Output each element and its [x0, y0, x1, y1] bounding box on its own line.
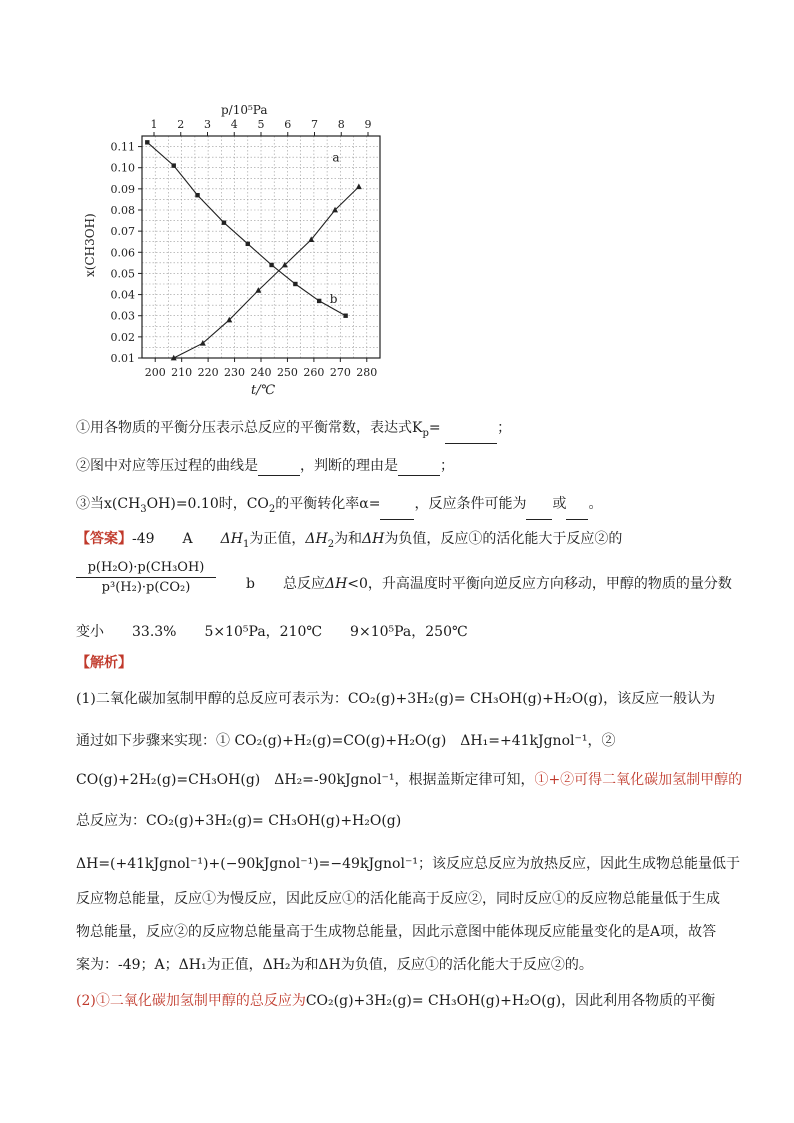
- bottom-tick-label: 220: [197, 366, 219, 379]
- top-tick-label: 3: [204, 118, 211, 131]
- top-tick-label: 2: [177, 118, 185, 131]
- kp-fraction: $\frac{\text{p(H₂O)·p(CH₃OH)}}{\text{p³(H₂)·p(CO₂)}}$: [76, 560, 216, 595]
- analysis-line-1: (1)二氧化碳加氢制甲醇的总反应可表示为：CO₂(g)+3H₂(g)= CH₃OH(g)+H₂O(g)，该反应一般认为: [76, 691, 716, 707]
- top-tick-label: 5: [257, 118, 265, 131]
- analysis-line-6: 反应物总能量，反应①为慢反应，因此反应①的活化能高于反应②，同时反应①的反应物总能量低于生成: [76, 891, 720, 907]
- plot-frame: [142, 136, 380, 358]
- data-point-a: [343, 314, 347, 318]
- bottom-tick-label: 270: [329, 366, 351, 379]
- data-point-a: [269, 263, 273, 267]
- analysis-line-5: ΔH=(+41kJgnol⁻¹)+(−90kJgnol⁻¹)=−49kJgnol⁻¹；该反应总反应为放热反应，因此生成物总能量低于: [76, 856, 740, 872]
- y-tick-label: 0.01: [110, 352, 135, 365]
- bottom-tick-label: 280: [356, 366, 378, 379]
- data-point-a: [145, 140, 149, 144]
- analysis-line-7: 物总能量，反应②的反应物总能量高于生成物总能量，因此示意图中能体现反应能量变化的是A项，故答: [76, 924, 717, 940]
- top-tick-label: 6: [284, 118, 292, 131]
- answer-blank[interactable]: [380, 503, 414, 520]
- answer-line-2: b 总反应ΔH<0，升高温度时平衡向逆反应方向移动，甲醇的物质的量分数: [246, 576, 732, 592]
- bottom-tick-label: 260: [303, 366, 325, 379]
- question-1: ①用各物质的平衡分压表示总反应的平衡常数，表达式$K_p=$ ；: [76, 418, 511, 444]
- answer-blank[interactable]: [445, 427, 497, 444]
- data-point-a: [317, 299, 321, 303]
- answer-blank[interactable]: [398, 459, 440, 476]
- answer-blank[interactable]: [258, 459, 300, 476]
- chart-grid: [142, 136, 380, 358]
- data-point-a: [172, 163, 176, 167]
- question-2: ②图中对应等压过程的曲线是 ，判断的理由是 ；: [76, 458, 454, 474]
- y-axis-label: x(CH3OH): [83, 213, 97, 277]
- y-tick-label: 0.02: [110, 330, 135, 344]
- series-line-a: [147, 142, 345, 315]
- top-tick-label: 9: [364, 118, 372, 131]
- data-point-a: [195, 193, 199, 197]
- data-point-b: [356, 184, 362, 190]
- y-tick-label: 0.05: [110, 267, 135, 281]
- question-3: ③当$x(CH_3OH)=0.10$时，$CO_2$的平衡转化率α= ，反应条件可能为 或 。: [76, 494, 602, 520]
- y-tick-label: 0.06: [110, 246, 135, 260]
- series-line-b: [174, 187, 359, 358]
- chart-series: [145, 140, 362, 360]
- bottom-tick-label: 230: [224, 366, 246, 379]
- y-tick-label: 0.08: [110, 204, 135, 217]
- bottom-tick-label: 250: [276, 366, 298, 379]
- top-tick-label: 1: [150, 118, 158, 131]
- y-tick-label: 0.04: [110, 288, 135, 302]
- y-tick-label: 0.11: [110, 140, 135, 154]
- bottom-tick-label: 240: [250, 366, 272, 379]
- analysis-line-8: 案为：-49；A；ΔH₁为正值，ΔH₂为和ΔH为负值，反应①的活化能大于反应②的。: [76, 957, 593, 973]
- x-axis-label-bottom: t/℃: [251, 383, 276, 398]
- analysis-line-9: (2)①二氧化碳加氢制甲醇的总反应为CO₂(g)+3H₂(g)= CH₃OH(g)+H₂O(g)，因此利用各物质的平衡: [76, 993, 716, 1009]
- y-tick-label: 0.10: [110, 161, 135, 175]
- analysis-line-3: CO(g)+2H₂(g)=CH₃OH(g) ΔH₂=-90kJgnol⁻¹，根据盖斯定律可知，①+②可得二氧化碳加氢制甲醇的: [76, 772, 743, 788]
- bottom-tick-label: 200: [144, 366, 166, 379]
- y-tick-label: 0.07: [110, 225, 135, 239]
- chart-axes: [142, 136, 380, 358]
- data-point-a: [293, 282, 297, 286]
- y-tick-label: 0.09: [110, 182, 135, 196]
- answer-blank[interactable]: [566, 503, 588, 520]
- analysis-line-2: 通过如下步骤来实现：① CO₂(g)+H₂(g)=CO(g)+H₂O(g) ΔH₁=+41kJgnol⁻¹，②: [76, 733, 616, 749]
- answer-line: 【答案】-49 A $\Delta H_1$为正值，$\Delta H_2$为和ΔH为负值，反应①的活化能大于反应②的: [76, 531, 623, 550]
- y-tick-label: 0.03: [110, 309, 135, 323]
- data-point-a: [222, 220, 226, 224]
- top-tick-label: 8: [337, 118, 345, 131]
- x-axis-label-top: p/10⁵Pa: [221, 103, 268, 117]
- data-point-a: [246, 242, 250, 246]
- analysis-heading: 【解析】: [76, 655, 132, 671]
- answer-line-3: 变小 33.3% 5×10⁵Pa，210℃ 9×10⁵Pa，250℃: [76, 624, 468, 640]
- top-tick-label: 4: [230, 118, 238, 131]
- chart: [80, 100, 400, 400]
- bottom-tick-label: 210: [171, 366, 193, 379]
- series-label-b: b: [329, 292, 338, 307]
- series-label-a: a: [332, 150, 340, 165]
- answer-blank[interactable]: [526, 503, 552, 520]
- analysis-line-4: 总反应为：CO₂(g)+3H₂(g)= CH₃OH(g)+H₂O(g): [76, 813, 402, 829]
- top-tick-label: 7: [311, 118, 318, 131]
